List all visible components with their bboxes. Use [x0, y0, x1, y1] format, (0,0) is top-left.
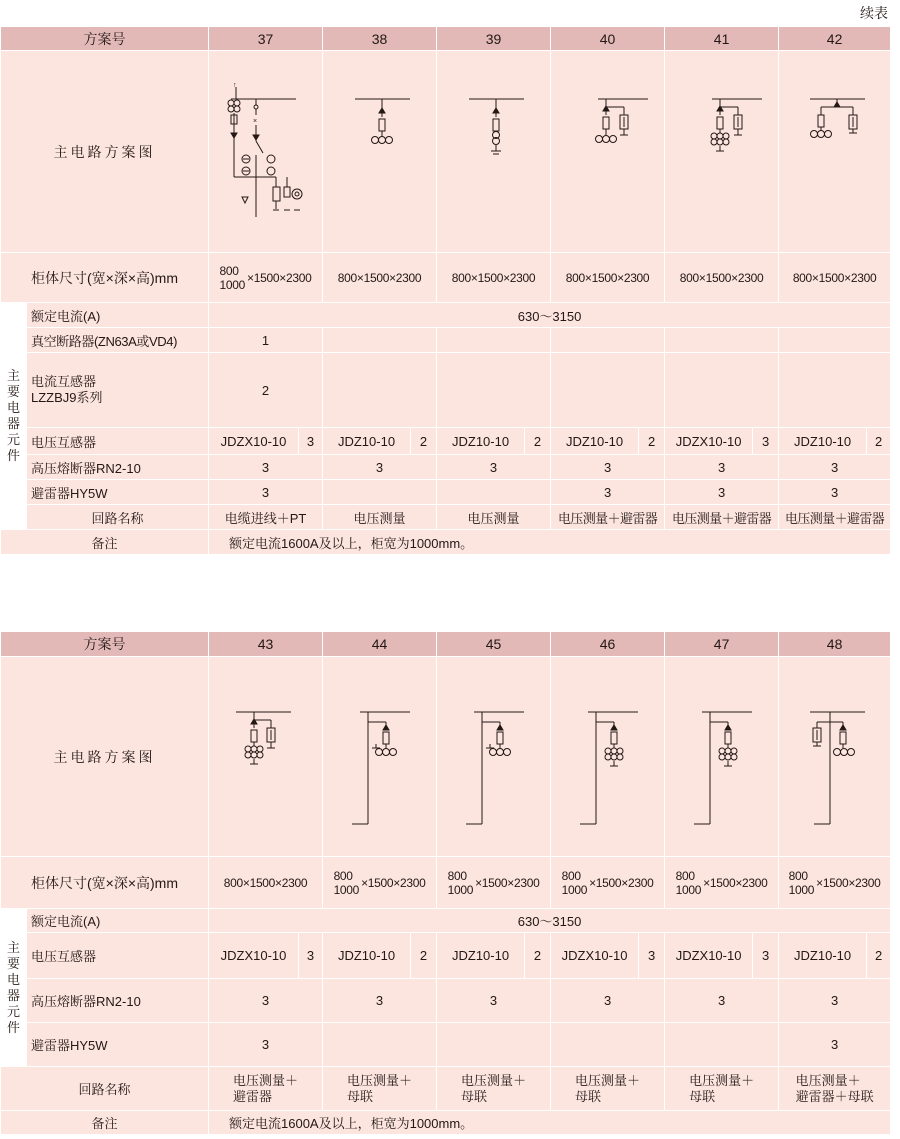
arrester-label: 避雷器HY5W — [27, 480, 209, 505]
remark-row — [1, 1111, 891, 1135]
breaker-qty — [551, 328, 665, 353]
cabinet-dims: 800×1500×2300 — [451, 271, 536, 285]
arrester-qty — [437, 480, 551, 505]
rated-current-row — [1, 303, 891, 328]
cabinet-size-row — [1, 857, 891, 909]
arrester-label: 避雷器HY5W — [27, 1023, 209, 1067]
group-label — [1, 909, 27, 1067]
header-label: 方案号 — [1, 632, 209, 657]
cabinet-dims: ×1500×2300 — [816, 876, 881, 890]
fuse-qty: 3 — [209, 455, 323, 480]
arrester-qty: 3 — [665, 480, 779, 505]
group-char: 主 — [6, 368, 20, 383]
breaker-label: 真空断路器(ZN63A或VD4) — [27, 328, 209, 353]
vt-model: JDZX10-10 — [209, 933, 299, 979]
scheme-no: 42 — [779, 27, 891, 51]
rated-current-value: 630～3150 — [209, 303, 891, 328]
arrester-qty: 3 — [779, 1023, 891, 1067]
circuit-name — [551, 1067, 665, 1111]
circuit-name-line2: 母联 — [461, 1088, 488, 1104]
arrester-qty — [437, 1023, 551, 1067]
vt-model: JDZ10-10 — [323, 933, 411, 979]
fuse-qty: 3 — [665, 979, 779, 1023]
cabinet-dims: 800×1500×2300 — [679, 271, 764, 285]
circuit-name-line1: 电压测量＋ — [233, 1072, 299, 1088]
vt-model: JDZ10-10 — [779, 428, 867, 455]
vt-model: JDZX10-10 — [209, 428, 299, 455]
cabinet-size-row — [1, 253, 891, 303]
diagram-label-text: 主电路方案图 — [53, 748, 156, 765]
cabinet-dims: ×1500×2300 — [475, 876, 540, 890]
arrester-row — [1, 1023, 891, 1067]
circuit-diagram-39 — [437, 51, 551, 253]
vt-label: 电压互感器 — [27, 428, 209, 455]
group-char: 器 — [6, 987, 20, 1003]
fuse-qty: 3 — [437, 455, 551, 480]
circuit-diagram-47 — [665, 657, 779, 857]
cabinet-width: 800 — [561, 869, 581, 883]
scheme-no: 40 — [551, 27, 665, 51]
ct-qty — [437, 353, 551, 428]
vt-qty: 2 — [411, 428, 437, 455]
fuse-qty: 3 — [779, 979, 891, 1023]
circuit-name: 电压测量＋避雷器 — [551, 505, 665, 530]
vt-qty: 2 — [867, 428, 891, 455]
cabinet-dims: ×1500×2300 — [703, 876, 768, 890]
arrester-qty — [551, 1023, 665, 1067]
fuse-qty: 3 — [779, 455, 891, 480]
breaker-qty — [665, 328, 779, 353]
circuit-diagram-46 — [551, 657, 665, 857]
cabinet-size-cell — [323, 857, 437, 909]
ct-qty: 2 — [209, 353, 323, 428]
vt-qty: 2 — [639, 428, 665, 455]
vt-label: 电压互感器 — [27, 933, 209, 979]
diagram-row — [1, 51, 891, 253]
vt-qty: 2 — [867, 933, 891, 979]
ct-label — [27, 353, 209, 428]
circuit-name-line1: 电压测量＋ — [575, 1072, 641, 1088]
circuit-diagram-40 — [551, 51, 665, 253]
vt-model: JDZX10-10 — [551, 933, 639, 979]
cabinet-size-label: 柜体尺寸(宽×深×高)mm — [1, 857, 209, 909]
group-char: 器 — [6, 416, 20, 431]
circuit-name-row — [1, 1067, 891, 1111]
rated-current-label: 额定电流(A) — [27, 303, 209, 328]
circuit-name-line2: 母联 — [347, 1088, 374, 1104]
group-char: 主 — [6, 939, 20, 955]
group-char: 电 — [6, 971, 20, 987]
header-row — [1, 27, 891, 51]
svg-text:×: × — [252, 117, 257, 125]
fuse-qty: 3 — [665, 455, 779, 480]
cabinet-width: 800 — [333, 869, 353, 883]
group-char: 要 — [6, 384, 20, 399]
group-char: 元 — [6, 432, 20, 447]
ct-qty — [551, 353, 665, 428]
arrester-qty: 3 — [779, 480, 891, 505]
circuit-name: 电压测量 — [323, 505, 437, 530]
cabinet-dims: ×1500×2300 — [589, 876, 654, 890]
cabinet-dims: 800×1500×2300 — [337, 271, 422, 285]
circuit-name-line2: 避雷器 — [233, 1088, 273, 1104]
breaker-qty — [779, 328, 891, 353]
circuit-name-row — [1, 505, 891, 530]
rated-current-label: 额定电流(A) — [27, 909, 209, 933]
cabinet-size-cell — [779, 253, 891, 303]
fuse-label: 高压熔断器RN2-10 — [27, 979, 209, 1023]
vt-model: JDZ10-10 — [779, 933, 867, 979]
cabinet-width: 800 — [447, 869, 467, 883]
circuit-name-label: 回路名称 — [27, 505, 209, 530]
cabinet-dims: ×1500×2300 — [247, 271, 312, 285]
fuse-qty: 3 — [323, 455, 437, 480]
arrester-qty: 3 — [551, 480, 665, 505]
cabinet-size-cell — [551, 253, 665, 303]
circuit-name-line1: 电压测量＋ — [461, 1072, 527, 1088]
rated-current-row — [1, 909, 891, 933]
cabinet-size-cell — [437, 253, 551, 303]
diagram-label — [1, 657, 209, 857]
fuse-qty: 3 — [551, 979, 665, 1023]
scheme-no: 43 — [209, 632, 323, 657]
scheme-table-1 — [0, 26, 891, 555]
vt-model: JDZ10-10 — [437, 428, 525, 455]
vt-model: JDZ10-10 — [437, 933, 525, 979]
cabinet-width-alt: 1000 — [447, 883, 474, 897]
circuit-name: 电压测量 — [437, 505, 551, 530]
vt-row — [1, 933, 891, 979]
vt-model: JDZ10-10 — [323, 428, 411, 455]
circuit-name: 电压测量＋避雷器 — [665, 505, 779, 530]
cabinet-width-alt: 1000 — [788, 883, 815, 897]
vt-qty: 3 — [639, 933, 665, 979]
vt-qty: 3 — [299, 933, 323, 979]
cabinet-dims: ×1500×2300 — [361, 876, 426, 890]
circuit-diagram-37 — [209, 51, 323, 253]
breaker-qty: 1 — [209, 328, 323, 353]
cabinet-size-cell — [665, 253, 779, 303]
fuse-row — [1, 979, 891, 1023]
fuse-label: 高压熔断器RN2-10 — [27, 455, 209, 480]
cabinet-size-cell — [323, 253, 437, 303]
breaker-qty — [323, 328, 437, 353]
vt-model: JDZ10-10 — [551, 428, 639, 455]
fuse-qty: 3 — [323, 979, 437, 1023]
scheme-no: 39 — [437, 27, 551, 51]
scheme-no: 38 — [323, 27, 437, 51]
circuit-diagram-44 — [323, 657, 437, 857]
circuit-name-label: 回路名称 — [1, 1067, 209, 1111]
scheme-table-2 — [0, 631, 891, 1135]
circuit-name-line2: 母联 — [689, 1088, 716, 1104]
scheme-no: 44 — [323, 632, 437, 657]
vt-qty: 3 — [753, 933, 779, 979]
vt-qty: 2 — [525, 933, 551, 979]
vt-qty: 2 — [411, 933, 437, 979]
arrester-row — [1, 480, 891, 505]
ct-qty — [665, 353, 779, 428]
diagram-label — [1, 51, 209, 253]
fuse-qty: 3 — [437, 979, 551, 1023]
circuit-name-line1: 电压测量＋ — [689, 1072, 755, 1088]
cabinet-size-cell — [665, 857, 779, 909]
group-char: 元 — [6, 1003, 20, 1019]
scheme-no: 46 — [551, 632, 665, 657]
remark-label: 备注 — [1, 1111, 209, 1135]
diagram-row — [1, 657, 891, 857]
vt-model: JDZX10-10 — [665, 428, 753, 455]
vt-model: JDZX10-10 — [665, 933, 753, 979]
ct-row — [1, 353, 891, 428]
cabinet-dims: 800×1500×2300 — [223, 876, 308, 890]
circuit-name-line1: 电压测量＋ — [795, 1072, 861, 1088]
cabinet-width: 800 — [219, 264, 239, 278]
remark-label: 备注 — [1, 530, 209, 555]
fuse-qty: 3 — [209, 979, 323, 1023]
cabinet-size-cell — [209, 253, 323, 303]
header-row — [1, 632, 891, 657]
scheme-no: 47 — [665, 632, 779, 657]
ct-label-line2: LZZBJ9系列 — [31, 390, 103, 405]
group-char: 件 — [6, 448, 20, 463]
breaker-qty — [437, 328, 551, 353]
group-label — [1, 303, 27, 530]
cabinet-width-alt: 1000 — [675, 883, 702, 897]
circuit-name — [665, 1067, 779, 1111]
circuit-diagram-43 — [209, 657, 323, 857]
remark-row — [1, 530, 891, 555]
arrester-qty — [323, 1023, 437, 1067]
arrester-qty: 3 — [209, 1023, 323, 1067]
vt-qty: 2 — [525, 428, 551, 455]
scheme-no: 45 — [437, 632, 551, 657]
cabinet-size-cell — [437, 857, 551, 909]
cabinet-size-cell — [779, 857, 891, 909]
remark-text: 额定电流1600A及以上，柜宽为1000mm。 — [209, 1111, 891, 1135]
cabinet-size-cell — [209, 857, 323, 909]
arrester-qty — [323, 480, 437, 505]
group-char: 电 — [6, 400, 20, 415]
vt-qty: 3 — [753, 428, 779, 455]
circuit-name — [323, 1067, 437, 1111]
circuit-diagram-41 — [665, 51, 779, 253]
diagram-label-text: 主电路方案图 — [53, 143, 156, 160]
circuit-name-line2: 避雷器＋母联 — [795, 1088, 874, 1104]
circuit-name-line2: 母联 — [575, 1088, 602, 1104]
cabinet-size-label: 柜体尺寸(宽×深×高)mm — [1, 253, 209, 303]
scheme-no: 48 — [779, 632, 891, 657]
circuit-name-line1: 电压测量＋ — [347, 1072, 413, 1088]
arrester-qty: 3 — [209, 480, 323, 505]
scheme-no: 41 — [665, 27, 779, 51]
scheme-no: 37 — [209, 27, 323, 51]
group-char: 要 — [6, 955, 20, 971]
circuit-diagram-42 — [779, 51, 891, 253]
cabinet-width: 800 — [675, 869, 695, 883]
header-label: 方案号 — [1, 27, 209, 51]
circuit-diagram-45 — [437, 657, 551, 857]
cabinet-width-alt: 1000 — [219, 278, 246, 292]
ct-qty — [323, 353, 437, 428]
circuit-name — [209, 1067, 323, 1111]
arrester-qty — [665, 1023, 779, 1067]
ct-qty — [779, 353, 891, 428]
circuit-name — [779, 1067, 891, 1111]
fuse-row — [1, 455, 891, 480]
circuit-diagram-38 — [323, 51, 437, 253]
circuit-name: 电压测量＋避雷器 — [779, 505, 891, 530]
svg-text:↑: ↑ — [232, 81, 236, 89]
vt-qty: 3 — [299, 428, 323, 455]
cabinet-width-alt: 1000 — [561, 883, 588, 897]
cabinet-width: 800 — [788, 869, 808, 883]
cabinet-dims: 800×1500×2300 — [565, 271, 650, 285]
vt-row — [1, 428, 891, 455]
cabinet-size-cell — [551, 857, 665, 909]
group-char: 件 — [6, 1019, 20, 1035]
remark-text: 额定电流1600A及以上，柜宽为1000mm。 — [209, 530, 891, 555]
breaker-row — [1, 328, 891, 353]
continued-label: 续表 — [860, 5, 888, 21]
cabinet-width-alt: 1000 — [333, 883, 360, 897]
fuse-qty: 3 — [551, 455, 665, 480]
circuit-name — [437, 1067, 551, 1111]
cabinet-dims: 800×1500×2300 — [792, 271, 877, 285]
circuit-name: 电缆进线＋PT — [209, 505, 323, 530]
rated-current-value: 630～3150 — [209, 909, 891, 933]
ct-label-line1: 电流互感器 — [31, 374, 97, 389]
circuit-diagram-48 — [779, 657, 891, 857]
